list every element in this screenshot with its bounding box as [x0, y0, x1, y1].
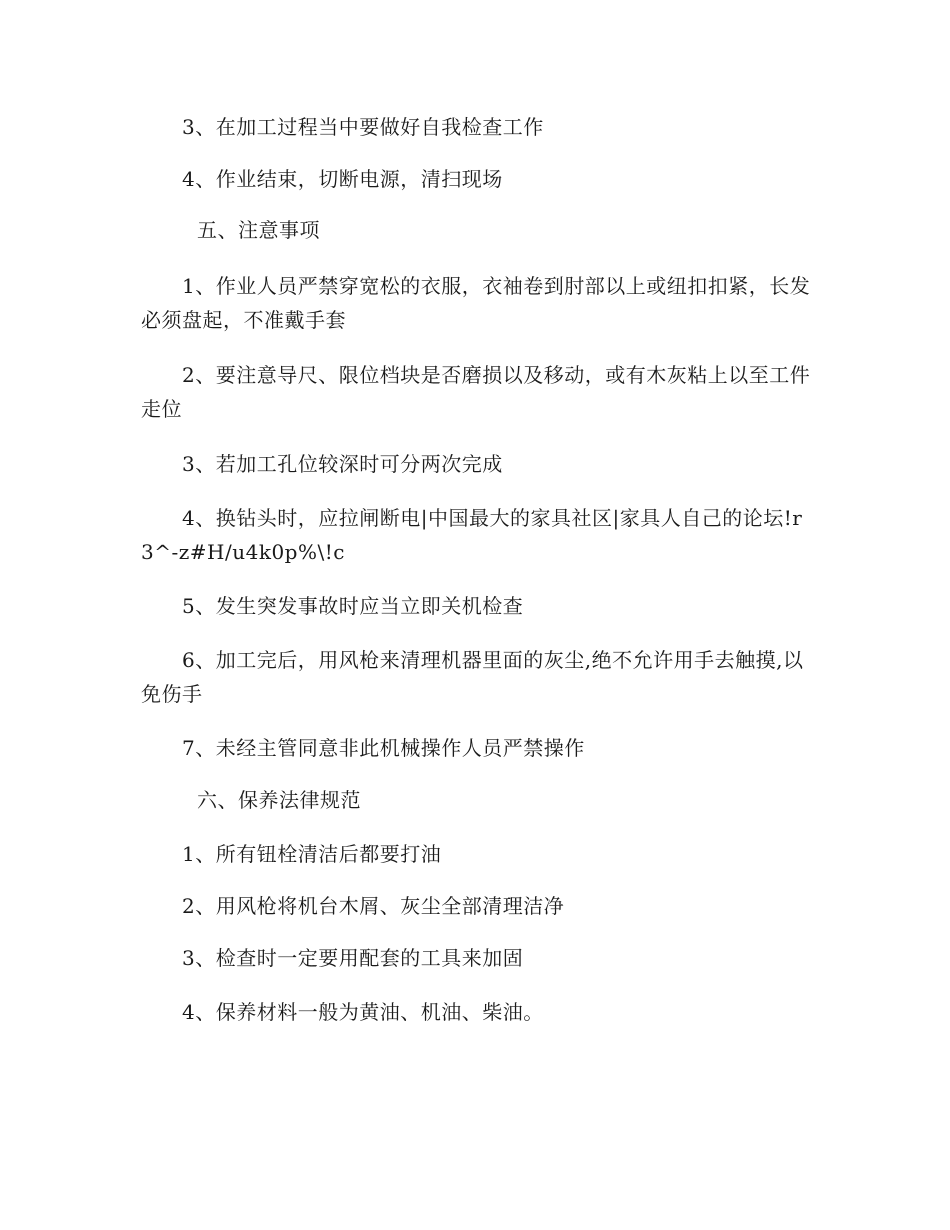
step-3-self-check: 3、在加工过程当中要做好自我检查工作 [182, 115, 544, 139]
maintenance-2-clean-machine: 2、用风枪将机台木屑、灰尘全部清理洁净 [182, 894, 565, 918]
precaution-4-change-bit: 4、换钻头时，应拉闸断电|中国最大的家具社区|家具人自己的论坛!r3^-z#H/u4k0p%\!c [141, 506, 803, 564]
precaution-3-deep-holes: 3、若加工孔位较深时可分两次完成 [182, 452, 503, 476]
section-heading-maintenance: 六、保养法律规范 [197, 788, 361, 812]
section-heading-precautions: 五、注意事项 [197, 218, 320, 242]
maintenance-3-proper-tools: 3、检查时一定要用配套的工具来加固 [182, 946, 524, 970]
maintenance-4-materials: 4、保养材料一般为黄油、机油、柴油。 [182, 1000, 544, 1024]
precaution-5-emergency: 5、发生突发事故时应当立即关机检查 [182, 594, 524, 618]
maintenance-1-oil-bolts: 1、所有钮栓清洁后都要打油 [182, 842, 442, 866]
precaution-1-clothing: 1、作业人员严禁穿宽松的衣服，衣袖卷到肘部以上或纽扣扣紧，长发必须盘起，不准戴手套 [141, 274, 811, 332]
precaution-7-authorized-only: 7、未经主管同意非此机械操作人员严禁操作 [182, 736, 585, 760]
step-4-finish-work: 4、作业结束，切断电源，清扫现场 [182, 167, 503, 191]
precaution-6-clean-dust: 6、加工完后，用风枪来清理机器里面的灰尘,绝不允许用手去触摸,以免伤手 [141, 648, 804, 706]
precaution-2-guide-ruler: 2、要注意导尺、限位档块是否磨损以及移动，或有木灰粘上以至工件走位 [141, 363, 811, 421]
